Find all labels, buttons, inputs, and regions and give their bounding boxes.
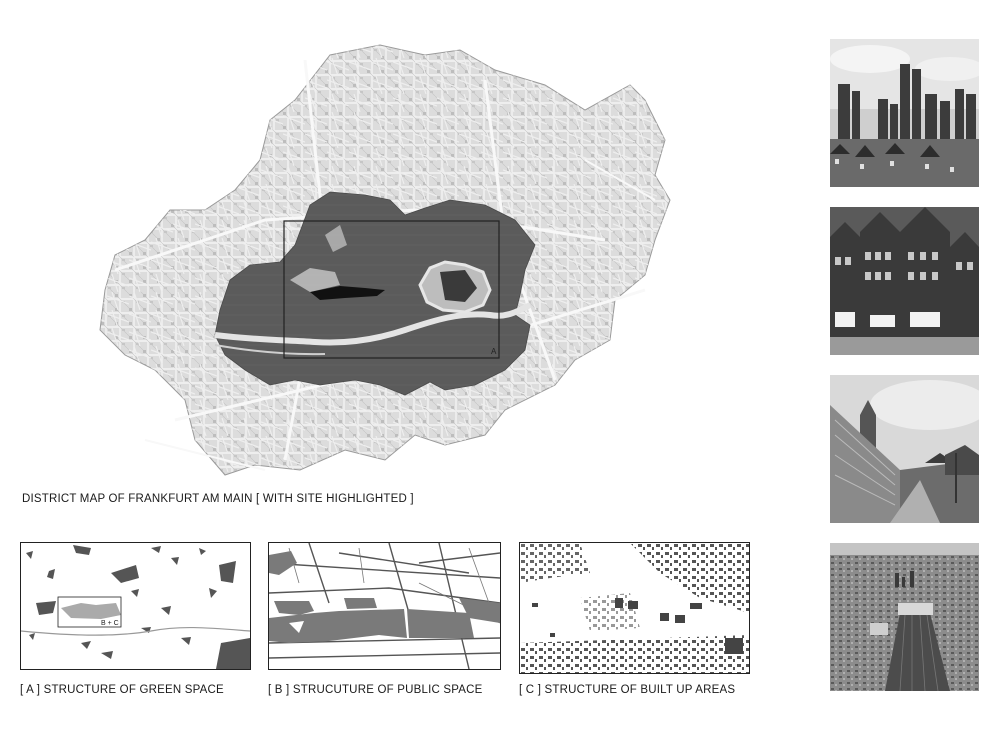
panel-a-caption: [ A ] STRUCTURE OF GREEN SPACE <box>20 684 224 696</box>
frame-label: A <box>491 347 497 356</box>
panel-b-caption: [ B ] STRUCUTURE OF PUBLIC SPACE <box>268 684 483 696</box>
panel-public-space <box>268 542 501 670</box>
tower-street-photo <box>830 375 979 523</box>
district-map <box>85 40 685 480</box>
main-map-caption: DISTRICT MAP OF FRANKFURT AM MAIN [ WITH SITE HIGHLIGHTED ] <box>22 493 414 505</box>
aerial-photo <box>830 543 979 691</box>
skyline-photo <box>830 39 979 187</box>
panel-built-up-areas <box>519 542 750 674</box>
timber-frame-photo <box>830 207 979 355</box>
panel-c-caption: [ C ] STRUCTURE OF BUILT UP AREAS <box>519 684 736 696</box>
inset-label: B + C <box>101 620 119 627</box>
panel-green-space <box>20 542 251 670</box>
